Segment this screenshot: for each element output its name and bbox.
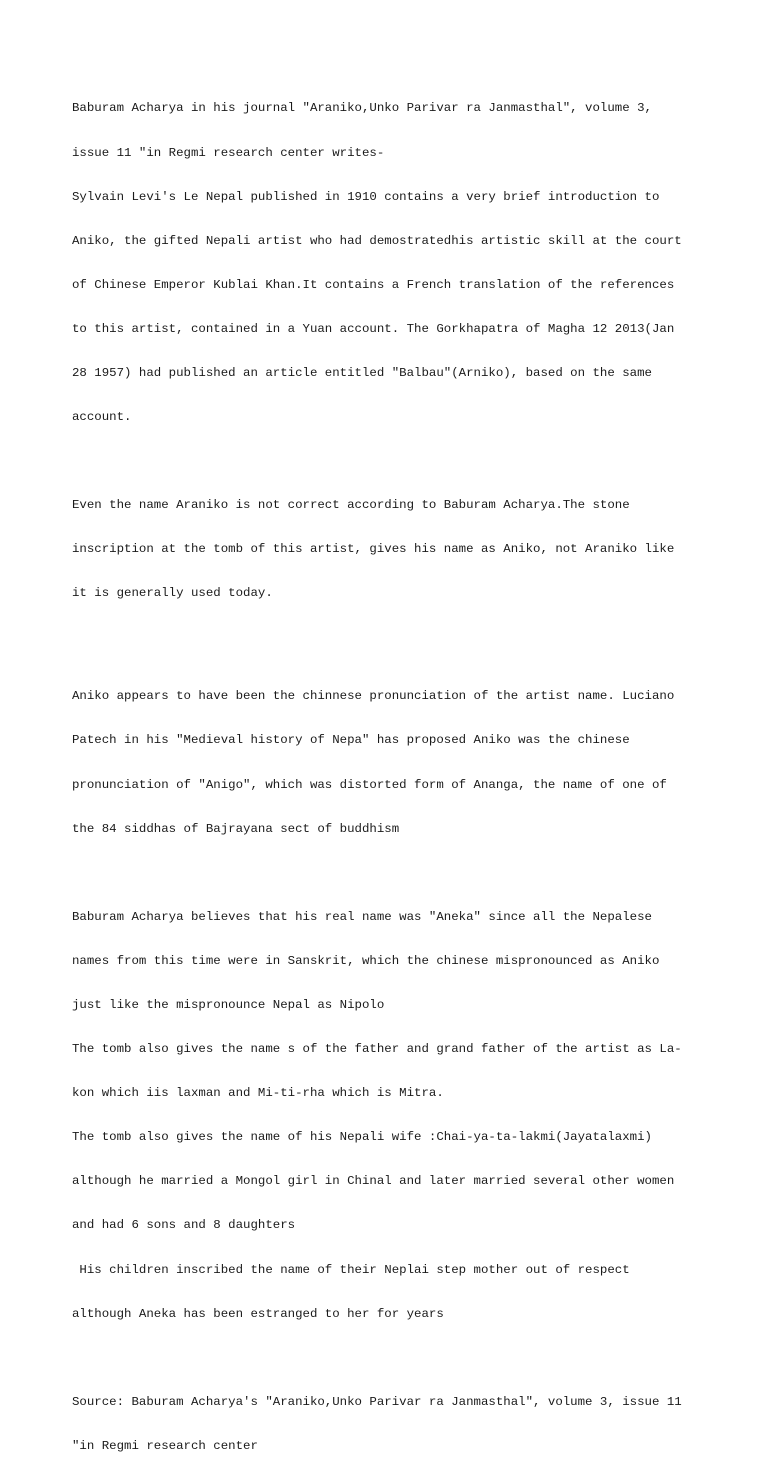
- text-line: inscription at the tomb of this artist, gives his name as Aniko, not Araniko like: [72, 542, 675, 557]
- paragraph-spacer: [72, 1351, 712, 1366]
- text-line: Baburam Acharya in his journal "Araniko,Unko Parivar ra Janmasthal", volume 3,: [72, 101, 652, 116]
- paragraph-intro: [72, 72, 712, 454]
- paragraph-spacer: [72, 454, 712, 469]
- paragraph-pronunciation: [72, 660, 712, 866]
- text-line: Aniko appears to have been the chinnese pronunciation of the artist name. Luciano: [72, 689, 675, 704]
- text-line: just like the mispronounce Nepal as Nipolo: [72, 997, 385, 1012]
- paragraph-name-correction: [72, 469, 712, 631]
- text-line: the 84 siddhas of Bajrayana sect of buddhism: [72, 821, 400, 836]
- text-line: to this artist, contained in a Yuan account. The Gorkhapatra of Magha 12 2013(Jan: [72, 321, 675, 336]
- text-line: issue 11 "in Regmi research center writes-: [72, 145, 385, 160]
- text-line: although Aneka has been estranged to her for years: [72, 1306, 444, 1321]
- paragraph-real-name: [72, 880, 712, 1350]
- text-line: His children inscribed the name of their Neplai step mother out of respect: [72, 1262, 630, 1277]
- text-line: Patech in his "Medieval history of Nepa" has proposed Aniko was the chinese: [72, 733, 630, 748]
- text-line: "in Regmi research center: [72, 1438, 258, 1453]
- text-line: it is generally used today.: [72, 586, 273, 601]
- text-line: Source: Baburam Acharya's "Araniko,Unko Parivar ra Janmasthal", volume 3, issue 11: [72, 1394, 682, 1409]
- text-line: Sylvain Levi's Le Nepal published in 1910 contains a very brief introduction to: [72, 189, 660, 204]
- text-line: and had 6 sons and 8 daughters: [72, 1218, 296, 1233]
- paragraph-spacer: [72, 866, 712, 881]
- text-line: The tomb also gives the name s of the father and grand father of the artist as La-: [72, 1042, 682, 1057]
- text-line: names from this time were in Sanskrit, which the chinese mispronounced as Aniko: [72, 953, 660, 968]
- paragraph-source: [72, 1365, 712, 1483]
- text-line: 28 1957) had published an article entitled "Balbau"(Arniko), based on the same: [72, 365, 652, 380]
- text-line: pronunciation of "Anigo", which was distorted form of Ananga, the name of one of: [72, 777, 667, 792]
- document-page: [72, 72, 712, 1483]
- text-line: account.: [72, 410, 132, 425]
- text-line: although he married a Mongol girl in Chinal and later married several other women: [72, 1174, 675, 1189]
- text-line: Aniko, the gifted Nepali artist who had demostratedhis artistic skill at the court: [72, 233, 682, 248]
- text-line: of Chinese Emperor Kublai Khan.It contains a French translation of the references: [72, 277, 675, 292]
- text-line: Even the name Araniko is not correct according to Baburam Acharya.The stone: [72, 498, 630, 513]
- paragraph-spacer: [72, 631, 712, 660]
- text-line: Baburam Acharya believes that his real name was "Aneka" since all the Nepalese: [72, 909, 652, 924]
- text-line: The tomb also gives the name of his Nepali wife :Chai-ya-ta-lakmi(Jayatalaxmi): [72, 1130, 652, 1145]
- text-line: kon which iis laxman and Mi-ti-rha which is Mitra.: [72, 1086, 444, 1101]
